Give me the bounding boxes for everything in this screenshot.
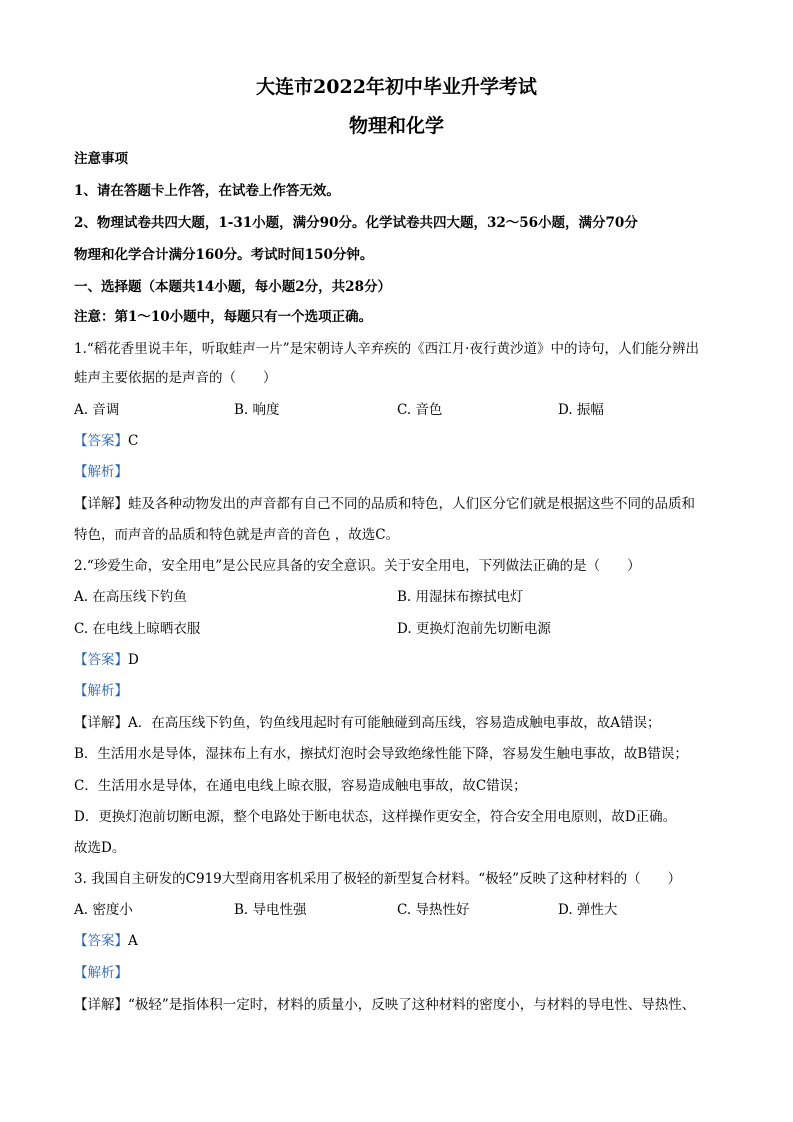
option-a: A. 音调 [74, 402, 120, 418]
detail-text: “极轻”是指体积一定时，材料的质量小，反映了这种材料的密度小，与材料的导电性、导热性、 [128, 997, 696, 1013]
option-a: A. 在高压线下钓鱼 [74, 589, 187, 605]
question-stem: 3. 我国自主研发的C919大型商用客机采用了极轻的新型复合材料。“极轻”反映了这种材料的（ ） [74, 871, 682, 887]
answer-value: D [128, 652, 139, 668]
detail-line [74, 995, 695, 1015]
notice-item: 2、物理试卷共四大题，1-31小题，满分90分。化学试卷共四大题，32～56小题，满分70分 [74, 215, 638, 231]
question-stem: 2.“珍爱生命，安全用电”是公民应具备的安全意识。关于安全用电，下列做法正确的是（ ） [74, 558, 641, 574]
detail-text: D．更换灯泡前切断电源，整个电路处于断电状态，这样操作更安全，符合安全用电原则，故D正确。 [74, 809, 677, 825]
detail-text: 故选D。 [74, 840, 126, 856]
page-subtitle: 物理和化学 [348, 115, 444, 137]
answer-label: 【答案】 [74, 652, 128, 668]
answer-value: A [128, 933, 138, 949]
option-c: C. 音色 [397, 402, 443, 418]
option-a: A. 密度小 [74, 902, 133, 918]
detail-text: A．在高压线下钓鱼，钓鱼线甩起时有可能触碰到高压线，容易造成触电事故，故A错误； [128, 715, 661, 731]
detail-line [74, 494, 695, 514]
detail-text: B．生活用水是导体，湿抹布上有水，擦拭灯泡时会导致绝缘性能下降，容易发生触电事故，故B错误； [74, 746, 688, 762]
notice-heading: 注意事项 [74, 151, 128, 167]
answer-value: C [128, 433, 139, 449]
analysis-label: 【解析】 [74, 464, 128, 480]
detail-text: 蛙及各种动物发出的声音都有自己不同的品质和特色，人们区分它们就是根据这些不同的品质和 [128, 496, 695, 512]
analysis-label: 【解析】 [74, 965, 128, 981]
analysis-label: 【解析】 [74, 683, 128, 699]
option-b: B. 响度 [234, 402, 280, 418]
question-stem: 蛙声主要依据的是声音的（ ） [74, 370, 277, 386]
section-heading: 一、选择题（本题共14小题，每小题2分，共28分） [74, 279, 391, 295]
option-b: B. 用湿抹布擦拭电灯 [397, 589, 524, 605]
detail-text: 特色，而声音的品质和特色就是声音的音色 ，故选C。 [74, 527, 400, 543]
answer-label: 【答案】 [74, 433, 128, 449]
option-c: C. 导热性好 [397, 902, 470, 918]
option-d: D. 弹性大 [558, 902, 618, 918]
detail-label: 【详解】 [74, 997, 128, 1013]
detail-label: 【详解】 [74, 715, 128, 731]
option-b: B. 导电性强 [234, 902, 307, 918]
detail-line [74, 713, 661, 733]
option-d: D. 更换灯泡前先切断电源 [397, 621, 551, 637]
page-title: 大连市2022年初中毕业升学考试 [256, 76, 537, 98]
option-d: D. 振幅 [558, 402, 604, 418]
answer-line [74, 931, 138, 951]
notice-item: 1、请在答题卡上作答，在试卷上作答无效。 [74, 183, 340, 199]
question-stem: 1.“稻花香里说丰年，听取蛙声一片”是宋朝诗人辛弃疾的《西江月·夜行黄沙道》中的诗句，人们能分辨出 [74, 341, 699, 357]
answer-label: 【答案】 [74, 933, 128, 949]
notice-item: 物理和化学合计满分160分。考试时间150分钟。 [74, 247, 374, 263]
detail-text: C．生活用水是导体，在通电电线上晾衣服，容易造成触电事故，故C错误； [74, 778, 527, 794]
answer-line [74, 650, 139, 670]
option-c: C. 在电线上晾晒衣服 [74, 621, 201, 637]
section-note: 注意：第1～10小题中，每题只有一个选项正确。 [74, 309, 373, 325]
detail-label: 【详解】 [74, 496, 128, 512]
answer-line [74, 431, 138, 451]
